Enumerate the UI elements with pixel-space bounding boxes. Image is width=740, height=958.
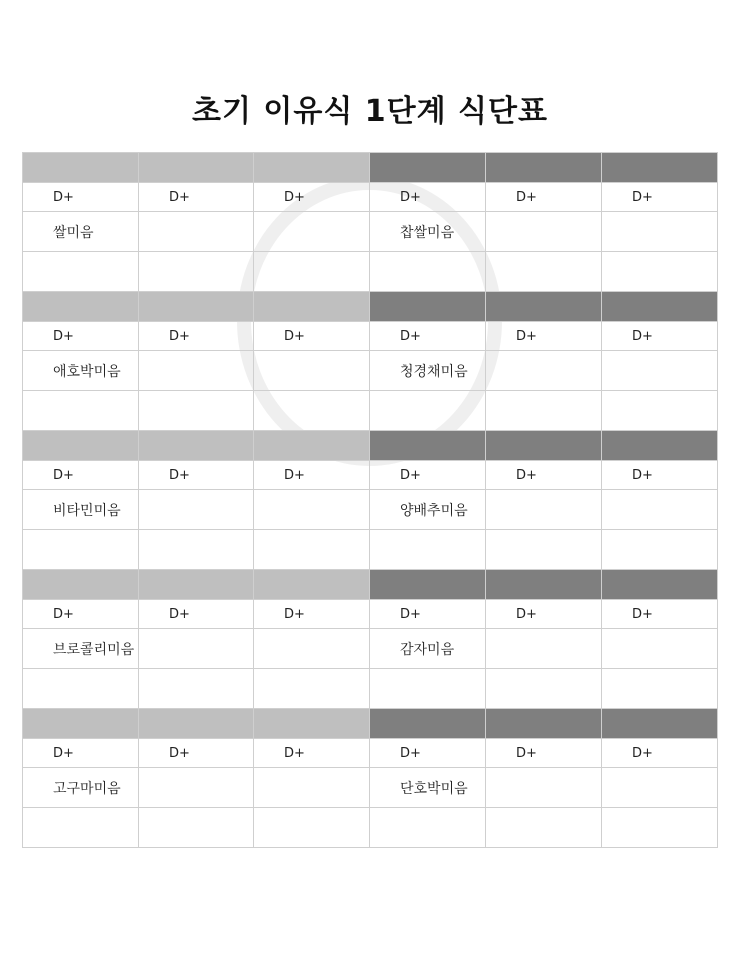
day-label: D+ — [23, 739, 139, 768]
blank-cell — [254, 252, 370, 292]
header-band-cell — [370, 153, 486, 183]
day-label: D+ — [139, 461, 254, 490]
blank-cell — [254, 391, 370, 431]
day-label: D+ — [602, 600, 718, 629]
header-band-cell — [602, 570, 718, 600]
header-band-cell — [602, 431, 718, 461]
header-band-cell — [139, 292, 254, 322]
blank-cell — [254, 808, 370, 848]
blank-cell — [23, 391, 139, 431]
header-band-cell — [486, 431, 602, 461]
blank-cell — [602, 669, 718, 709]
page-title: 초기 이유식 1단계 식단표 — [191, 94, 548, 129]
food-name-left: 애호박미음 — [23, 351, 139, 391]
blank-cell — [139, 252, 254, 292]
food-cell-empty — [139, 768, 254, 808]
header-band-cell — [23, 292, 139, 322]
food-cell-empty — [254, 490, 370, 530]
food-cell-empty — [139, 351, 254, 391]
food-cell-empty — [486, 768, 602, 808]
header-band-cell — [254, 153, 370, 183]
header-band-cell — [486, 570, 602, 600]
header-band-cell — [254, 431, 370, 461]
blank-cell — [602, 808, 718, 848]
blank-cell — [23, 530, 139, 570]
food-row — [23, 351, 718, 391]
blank-cell — [370, 808, 486, 848]
header-band-cell — [139, 709, 254, 739]
header-band-cell — [254, 570, 370, 600]
day-label: D+ — [486, 600, 602, 629]
header-band-cell — [602, 292, 718, 322]
day-label: D+ — [254, 461, 370, 490]
blank-cell — [486, 530, 602, 570]
blank-row — [23, 808, 718, 848]
blank-cell — [254, 669, 370, 709]
day-label: D+ — [602, 183, 718, 212]
day-label: D+ — [23, 183, 139, 212]
food-cell-empty — [486, 212, 602, 252]
blank-cell — [370, 252, 486, 292]
food-cell-empty — [139, 490, 254, 530]
food-row — [23, 490, 718, 530]
blank-cell — [139, 669, 254, 709]
header-band-row — [23, 153, 718, 183]
blank-cell — [602, 252, 718, 292]
header-band-cell — [23, 153, 139, 183]
day-label: D+ — [370, 322, 486, 351]
header-band-cell — [602, 709, 718, 739]
header-band-cell — [139, 431, 254, 461]
blank-cell — [23, 808, 139, 848]
header-band-cell — [23, 570, 139, 600]
food-name-left: 비타민미음 — [23, 490, 139, 530]
food-cell-empty — [486, 351, 602, 391]
header-band-cell — [602, 153, 718, 183]
day-label: D+ — [602, 322, 718, 351]
header-band-cell — [254, 709, 370, 739]
blank-cell — [486, 669, 602, 709]
blank-cell — [602, 530, 718, 570]
food-name-right: 청경채미음 — [370, 351, 486, 391]
header-band-cell — [370, 292, 486, 322]
header-band-cell — [370, 709, 486, 739]
header-band-cell — [139, 570, 254, 600]
day-label: D+ — [370, 739, 486, 768]
food-name-left: 고구마미음 — [23, 768, 139, 808]
day-label: D+ — [254, 739, 370, 768]
food-name-left: 브로콜리미음 — [23, 629, 139, 669]
blank-cell — [486, 808, 602, 848]
blank-cell — [370, 669, 486, 709]
day-label: D+ — [370, 183, 486, 212]
food-cell-empty — [254, 629, 370, 669]
header-band-cell — [486, 153, 602, 183]
day-label: D+ — [254, 600, 370, 629]
food-name-right: 단호박미음 — [370, 768, 486, 808]
day-label-row — [23, 461, 718, 490]
food-name-right: 양배추미음 — [370, 490, 486, 530]
blank-cell — [139, 808, 254, 848]
food-name-right: 감자미음 — [370, 629, 486, 669]
food-cell-empty — [486, 629, 602, 669]
day-label: D+ — [139, 183, 254, 212]
food-name-left: 쌀미음 — [23, 212, 139, 252]
header-band-cell — [370, 431, 486, 461]
blank-row — [23, 252, 718, 292]
day-label: D+ — [486, 183, 602, 212]
blank-row — [23, 391, 718, 431]
header-band-cell — [254, 292, 370, 322]
header-band-row — [23, 570, 718, 600]
day-label-row — [23, 600, 718, 629]
day-label: D+ — [486, 739, 602, 768]
day-label: D+ — [370, 461, 486, 490]
header-band-cell — [139, 153, 254, 183]
day-label: D+ — [139, 739, 254, 768]
header-band-cell — [23, 709, 139, 739]
food-cell-empty — [602, 768, 718, 808]
food-row — [23, 212, 718, 252]
blank-row — [23, 669, 718, 709]
day-label-row — [23, 322, 718, 351]
day-label: D+ — [139, 600, 254, 629]
food-cell-empty — [254, 212, 370, 252]
food-row — [23, 768, 718, 808]
blank-cell — [139, 391, 254, 431]
day-label: D+ — [254, 322, 370, 351]
food-cell-empty — [486, 490, 602, 530]
header-band-row — [23, 292, 718, 322]
header-band-cell — [23, 431, 139, 461]
food-cell-empty — [254, 351, 370, 391]
day-label: D+ — [486, 322, 602, 351]
day-label-row — [23, 739, 718, 768]
food-cell-empty — [139, 629, 254, 669]
blank-cell — [486, 252, 602, 292]
blank-cell — [486, 391, 602, 431]
header-band-cell — [486, 292, 602, 322]
day-label: D+ — [486, 461, 602, 490]
day-label: D+ — [370, 600, 486, 629]
day-label: D+ — [23, 322, 139, 351]
day-label: D+ — [254, 183, 370, 212]
food-cell-empty — [602, 629, 718, 669]
header-band-row — [23, 709, 718, 739]
day-label: D+ — [139, 322, 254, 351]
blank-row — [23, 530, 718, 570]
food-row — [23, 629, 718, 669]
food-cell-empty — [139, 212, 254, 252]
blank-cell — [370, 530, 486, 570]
day-label-row — [23, 183, 718, 212]
header-band-row — [23, 431, 718, 461]
day-label: D+ — [23, 600, 139, 629]
blank-cell — [370, 391, 486, 431]
header-band-cell — [370, 570, 486, 600]
food-cell-empty — [602, 212, 718, 252]
food-name-right: 찹쌀미음 — [370, 212, 486, 252]
blank-cell — [254, 530, 370, 570]
meal-plan-table — [22, 152, 718, 848]
day-label: D+ — [23, 461, 139, 490]
blank-cell — [139, 530, 254, 570]
blank-cell — [23, 252, 139, 292]
header-band-cell — [486, 709, 602, 739]
blank-cell — [23, 669, 139, 709]
food-cell-empty — [602, 351, 718, 391]
day-label: D+ — [602, 739, 718, 768]
day-label: D+ — [602, 461, 718, 490]
food-cell-empty — [254, 768, 370, 808]
blank-cell — [602, 391, 718, 431]
food-cell-empty — [602, 490, 718, 530]
